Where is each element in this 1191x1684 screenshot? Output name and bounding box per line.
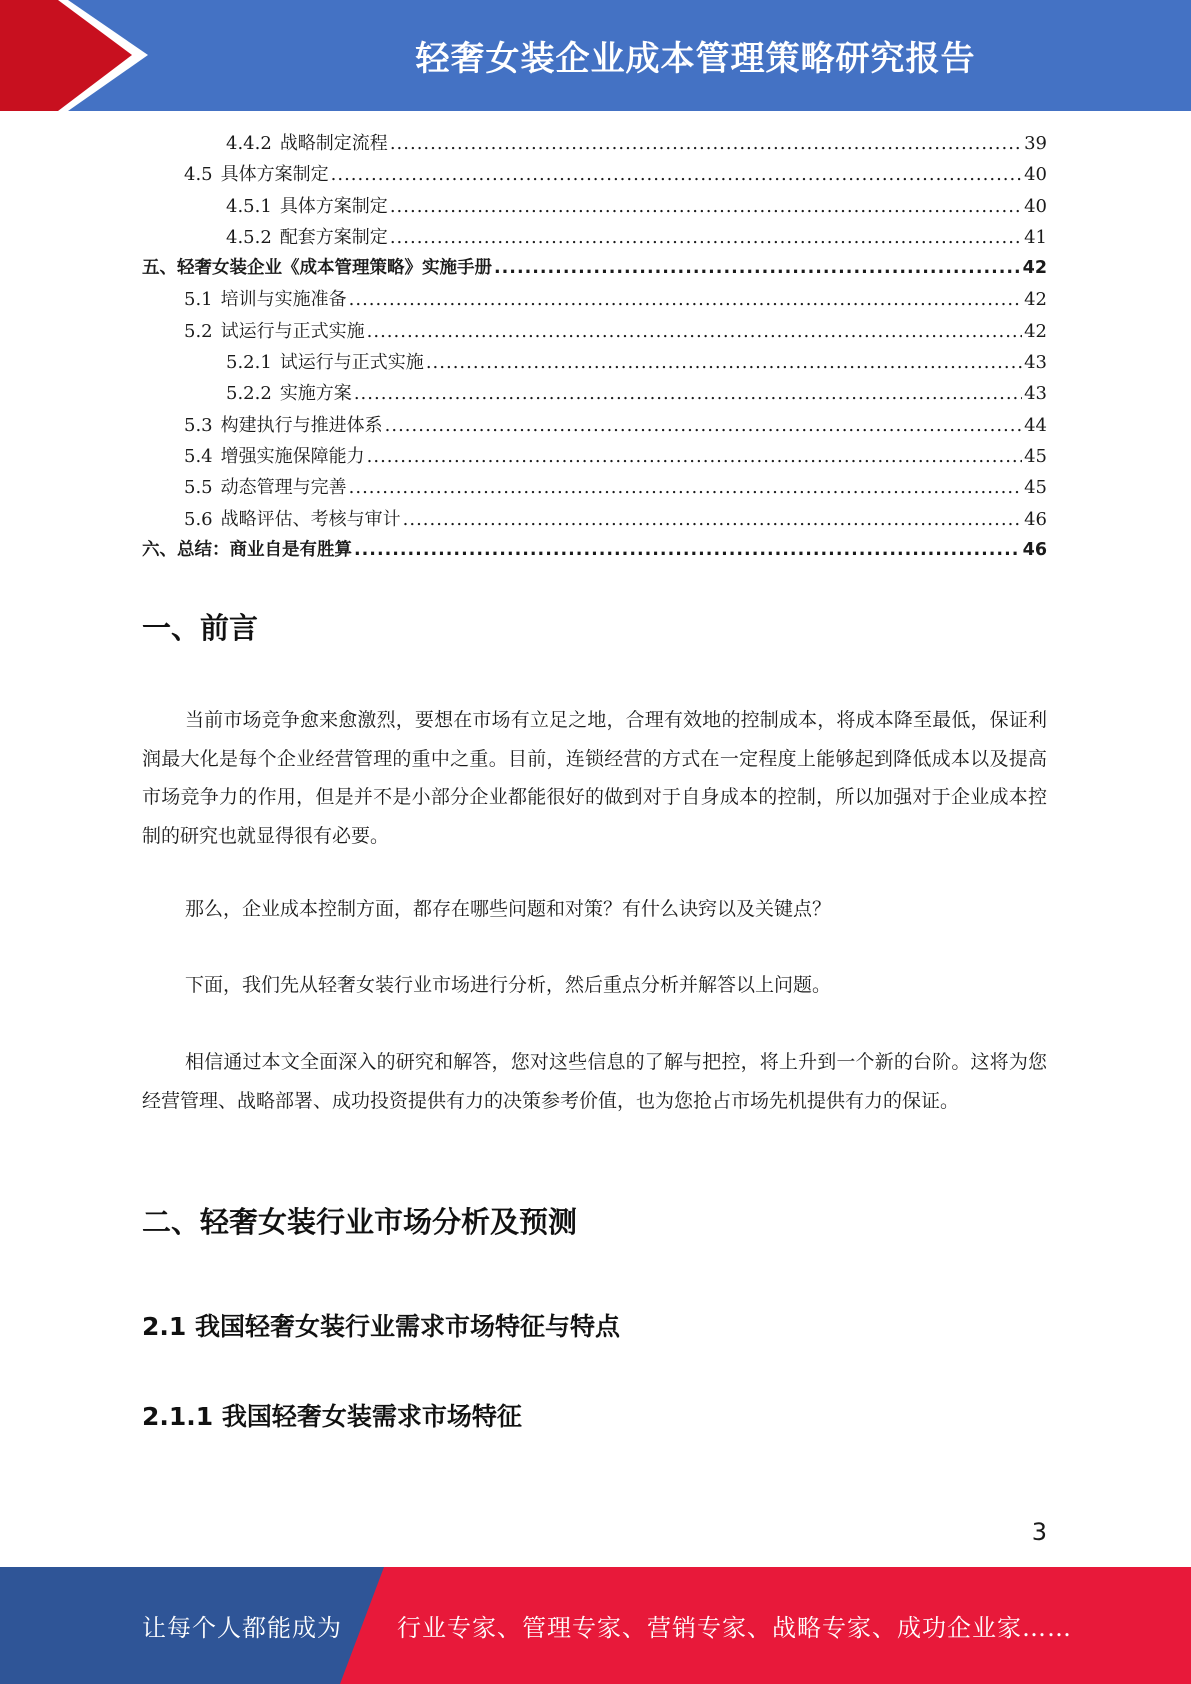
header-arrow-decoration bbox=[0, 0, 160, 111]
toc-entry-page: 45 bbox=[1024, 477, 1047, 499]
toc-entry-label: 实施方案 bbox=[279, 383, 352, 405]
toc-entry-label: 具体方案制定 bbox=[279, 195, 388, 217]
toc-entry[interactable] bbox=[142, 535, 1047, 566]
toc-leader-dots bbox=[349, 472, 1022, 503]
toc-leader-dots bbox=[367, 441, 1022, 472]
toc-entry-label: 培训与实施准备 bbox=[220, 289, 347, 311]
toc-entry-number: 4.5.2 bbox=[226, 226, 272, 248]
toc-entry[interactable] bbox=[142, 159, 1047, 190]
toc-leader-dots bbox=[367, 316, 1022, 347]
footer-slogan-left: 让每个人都能成为 bbox=[142, 1614, 342, 1642]
toc-entry-label: 具体方案制定 bbox=[220, 164, 329, 186]
table-of-contents bbox=[142, 128, 1047, 566]
toc-entry[interactable] bbox=[142, 191, 1047, 222]
toc-entry-number: 5.1 bbox=[184, 289, 213, 311]
toc-leader-dots bbox=[390, 128, 1022, 159]
toc-leader-dots bbox=[354, 378, 1022, 409]
preface-paragraph-2: 那么，企业成本控制方面，都存在哪些问题和对策？有什么诀窍以及关键点？ bbox=[185, 898, 832, 920]
document-title: 轻奢女装企业成本管理策略研究报告 bbox=[415, 39, 976, 79]
page-footer bbox=[0, 1567, 1191, 1684]
toc-entry-label: 六、总结：商业自是有胜算 bbox=[142, 539, 352, 560]
toc-leader-dots bbox=[403, 504, 1022, 535]
toc-entry-page: 46 bbox=[1024, 508, 1047, 530]
preface-paragraph-3: 下面，我们先从轻奢女装行业市场进行分析，然后重点分析并解答以上问题。 bbox=[185, 974, 832, 996]
toc-entry[interactable] bbox=[142, 378, 1047, 409]
toc-entry-label: 试运行与正式实施 bbox=[279, 352, 424, 374]
toc-leader-dots bbox=[390, 191, 1022, 222]
toc-leader-dots bbox=[349, 284, 1022, 315]
toc-leader-dots bbox=[426, 347, 1022, 378]
toc-entry[interactable] bbox=[142, 253, 1047, 284]
page-header bbox=[0, 0, 1191, 111]
toc-entry-page: 41 bbox=[1024, 226, 1047, 248]
toc-entry[interactable] bbox=[142, 504, 1047, 535]
toc-leader-dots bbox=[331, 159, 1022, 190]
toc-entry-label: 战略制定流程 bbox=[279, 133, 388, 154]
toc-entry-page: 42 bbox=[1024, 289, 1047, 311]
toc-entry-page: 46 bbox=[1022, 539, 1047, 560]
preface-paragraph-4: 相信通过本文全面深入的研究和解答，您对这些信息的了解与把控，将上升到一个新的台阶。这将为您经营管理、战略部署、成功投资提供有力的决策参考价值，也为您抢占市场先机提供有力的保证。 bbox=[142, 1051, 1047, 1112]
toc-entry[interactable] bbox=[142, 347, 1047, 378]
preface-heading: 一、前言 bbox=[142, 611, 259, 645]
toc-entry-page: 40 bbox=[1024, 164, 1047, 186]
toc-entry-label: 配套方案制定 bbox=[279, 226, 388, 248]
toc-entry-number: 5.6 bbox=[184, 508, 213, 530]
toc-entry-number: 5.5 bbox=[184, 477, 213, 499]
toc-entry-label: 五、轻奢女装企业《成本管理策略》实施手册 bbox=[142, 258, 492, 279]
toc-entry-page: 43 bbox=[1024, 383, 1047, 405]
toc-entry-page: 42 bbox=[1024, 320, 1047, 342]
section-2-1-1-heading: 2.1.1 我国轻奢女装需求市场特征 bbox=[142, 1402, 522, 1431]
toc-entry-page: 45 bbox=[1024, 445, 1047, 467]
toc-entry-number: 5.2.1 bbox=[226, 352, 272, 374]
toc-entry-page: 39 bbox=[1024, 133, 1047, 154]
toc-entry[interactable] bbox=[142, 410, 1047, 441]
page-number: 3 bbox=[1031, 1518, 1047, 1546]
toc-entry-page: 44 bbox=[1024, 414, 1047, 436]
toc-entry-page: 40 bbox=[1024, 195, 1047, 217]
toc-leader-dots bbox=[385, 410, 1022, 441]
toc-entry-number: 4.5 bbox=[184, 164, 213, 186]
toc-entry-label: 战略评估、考核与审计 bbox=[220, 508, 401, 530]
toc-entry[interactable] bbox=[142, 441, 1047, 472]
toc-entry-number: 5.2 bbox=[184, 320, 213, 342]
toc-entry-number: 4.4.2 bbox=[226, 133, 272, 154]
toc-entry[interactable] bbox=[142, 316, 1047, 347]
toc-entry-label: 试运行与正式实施 bbox=[220, 320, 365, 342]
toc-entry-page: 43 bbox=[1024, 352, 1047, 374]
toc-entry[interactable] bbox=[142, 472, 1047, 503]
section-2-1-heading: 2.1 我国轻奢女装行业需求市场特征与特点 bbox=[142, 1312, 620, 1341]
toc-entry-label: 构建执行与推进体系 bbox=[220, 414, 383, 436]
toc-entry-label: 动态管理与完善 bbox=[220, 477, 347, 499]
toc-entry-number: 5.2.2 bbox=[226, 383, 272, 405]
toc-entry[interactable] bbox=[142, 284, 1047, 315]
footer-slogan-right: 行业专家、管理专家、营销专家、战略专家、成功企业家…… bbox=[397, 1614, 1072, 1642]
toc-leader-dots bbox=[494, 253, 1021, 284]
toc-entry-number: 5.4 bbox=[184, 445, 213, 467]
chapter2-heading: 二、轻奢女装行业市场分析及预测 bbox=[142, 1205, 578, 1239]
toc-entry-label: 增强实施保障能力 bbox=[220, 445, 365, 467]
toc-leader-dots bbox=[390, 222, 1022, 253]
preface-paragraph-1: 当前市场竞争愈来愈激烈，要想在市场有立足之地，合理有效地的控制成本，将成本降至最低，保证利润最大化是每个企业经营管理的重中之重。目前，连锁经营的方式在一定程度上能够起到降低成本以及提高市场竞争力的作用，但是并不是小部分企业都能很好的做到对于自身成本的控制，所以加强对于企业成本控制的研究也就显得很有必要。 bbox=[142, 709, 1047, 847]
toc-entry[interactable] bbox=[142, 222, 1047, 253]
toc-entry-number: 4.5.1 bbox=[226, 195, 272, 217]
toc-leader-dots bbox=[354, 535, 1021, 566]
toc-entry-page: 42 bbox=[1022, 258, 1047, 279]
toc-entry[interactable] bbox=[142, 128, 1047, 159]
toc-entry-number: 5.3 bbox=[184, 414, 213, 436]
